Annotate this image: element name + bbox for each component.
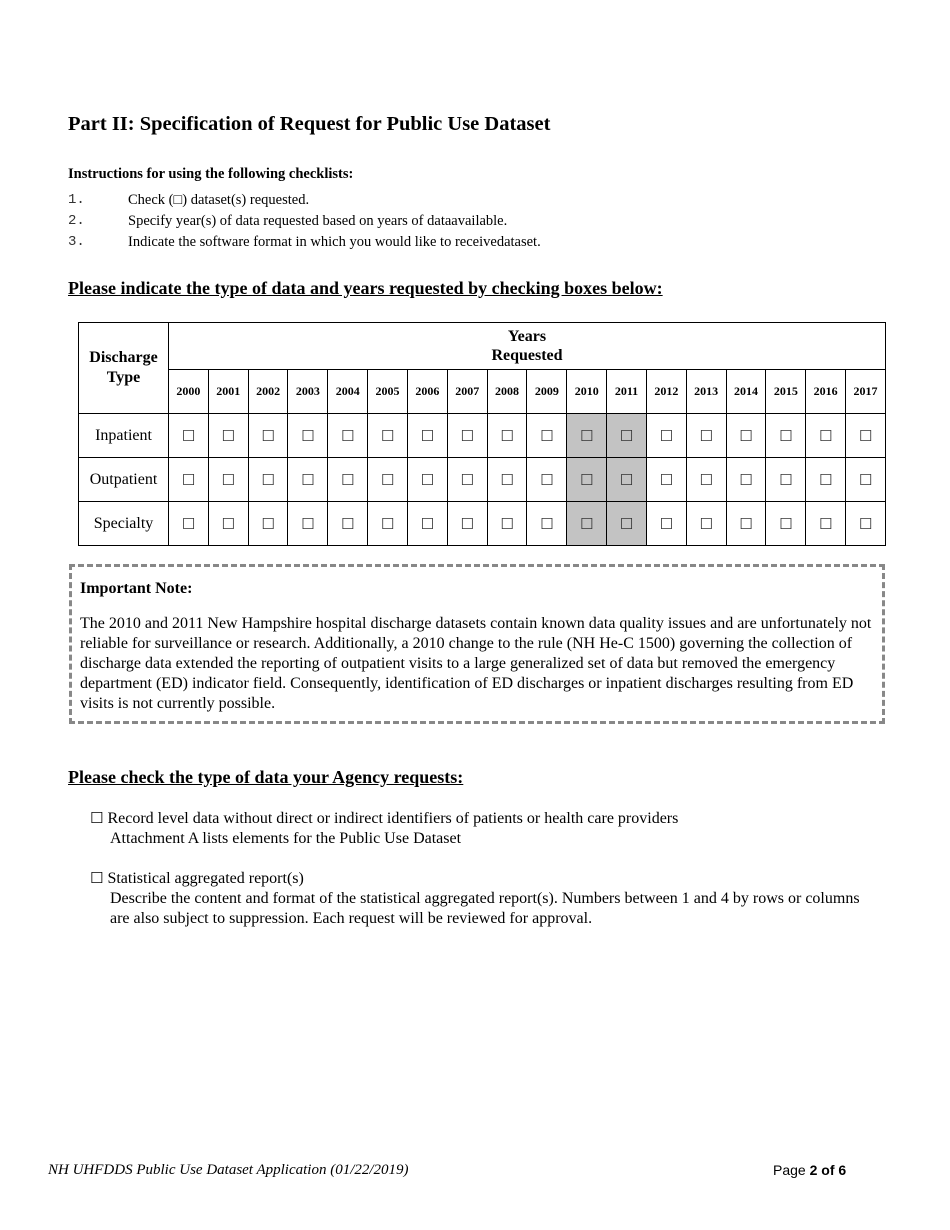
checkbox-inpatient-2011[interactable]: ☐ xyxy=(607,414,647,458)
record-level-checkbox[interactable]: ☐ xyxy=(90,809,104,827)
instruction-item xyxy=(68,192,541,213)
years-requested-table xyxy=(78,322,886,546)
year-header-2005: 2005 xyxy=(368,370,408,414)
checkbox-outpatient-2012[interactable]: ☐ xyxy=(646,458,686,502)
checkbox-specialty-2004[interactable]: ☐ xyxy=(328,502,368,546)
important-note-box xyxy=(69,564,885,724)
checkbox-specialty-2001[interactable]: ☐ xyxy=(208,502,248,546)
checkbox-inpatient-2014[interactable]: ☐ xyxy=(726,414,766,458)
instruction-number: 1. xyxy=(68,192,85,208)
aggregated-report-checkbox[interactable]: ☐ xyxy=(90,869,104,887)
year-header-2008: 2008 xyxy=(487,370,527,414)
years-requested-header xyxy=(169,323,886,370)
checkbox-inpatient-2012[interactable]: ☐ xyxy=(646,414,686,458)
year-header-2006: 2006 xyxy=(407,370,447,414)
year-header-2012: 2012 xyxy=(646,370,686,414)
checkbox-specialty-2010[interactable]: ☐ xyxy=(567,502,607,546)
important-note-heading: Important Note: xyxy=(80,580,193,597)
checkbox-inpatient-2001[interactable]: ☐ xyxy=(208,414,248,458)
checkbox-specialty-2017[interactable]: ☐ xyxy=(846,502,886,546)
important-note-text: The 2010 and 2011 New Hampshire hospital discharge datasets contain known data quality issues and are unfortunately not reliable for surveillance or research. Additionally, a 2010 change to the rule (NH He-C 1500) governing the collection of discharge data extended the reporting of outpatient visits to a large generalized set of data but removed the emergency department (ED) indicator field. Consequently, identification of ED discharges or inpatient discharges resulting from ED visits is not currently possible. xyxy=(80,615,872,712)
checkbox-specialty-2014[interactable]: ☐ xyxy=(726,502,766,546)
years-section-heading: Please indicate the type of data and years requested by checking boxes below: xyxy=(68,278,663,298)
checkbox-outpatient-2002[interactable]: ☐ xyxy=(248,458,288,502)
record-level-detail: Attachment A lists elements for the Public Use Dataset xyxy=(110,830,462,847)
checkbox-outpatient-2014[interactable]: ☐ xyxy=(726,458,766,502)
instruction-item xyxy=(68,213,541,234)
checkbox-specialty-2007[interactable]: ☐ xyxy=(447,502,487,546)
checkbox-inpatient-2015[interactable]: ☐ xyxy=(766,414,806,458)
page-title: Part II: Specification of Request for Public Use Dataset xyxy=(68,113,551,135)
checkbox-outpatient-2001[interactable]: ☐ xyxy=(208,458,248,502)
checkbox-specialty-2011[interactable]: ☐ xyxy=(607,502,647,546)
checkbox-inpatient-2004[interactable]: ☐ xyxy=(328,414,368,458)
year-header-2009: 2009 xyxy=(527,370,567,414)
checkbox-outpatient-2008[interactable]: ☐ xyxy=(487,458,527,502)
checkbox-inpatient-2013[interactable]: ☐ xyxy=(686,414,726,458)
checkbox-specialty-2000[interactable]: ☐ xyxy=(169,502,209,546)
record-level-option xyxy=(90,808,850,849)
checkbox-outpatient-2007[interactable]: ☐ xyxy=(447,458,487,502)
checkbox-inpatient-2003[interactable]: ☐ xyxy=(288,414,328,458)
checkbox-inpatient-2016[interactable]: ☐ xyxy=(806,414,846,458)
year-header-2013: 2013 xyxy=(686,370,726,414)
aggregated-report-detail: Describe the content and format of the statistical aggregated report(s). Numbers between 1 and 4 by rows or columns are also subject to suppression. Each request will be reviewed for approval. xyxy=(110,890,860,927)
checkbox-inpatient-2017[interactable]: ☐ xyxy=(846,414,886,458)
checkbox-specialty-2012[interactable]: ☐ xyxy=(646,502,686,546)
checkbox-specialty-2015[interactable]: ☐ xyxy=(766,502,806,546)
year-header-2017: 2017 xyxy=(846,370,886,414)
checkbox-outpatient-2006[interactable]: ☐ xyxy=(407,458,447,502)
checkbox-specialty-2005[interactable]: ☐ xyxy=(368,502,408,546)
checkbox-outpatient-2016[interactable]: ☐ xyxy=(806,458,846,502)
instruction-item xyxy=(68,234,541,255)
agency-section-heading: Please check the type of data your Agency requests: xyxy=(68,767,464,787)
checkbox-outpatient-2015[interactable]: ☐ xyxy=(766,458,806,502)
instruction-text: Specify year(s) of data requested based on years of dataavailable. xyxy=(128,213,508,229)
page-prefix: Page xyxy=(773,1162,810,1178)
aggregated-report-label: Statistical aggregated report(s) xyxy=(107,870,304,887)
discharge-type-label: Specialty xyxy=(79,502,169,546)
checkbox-outpatient-2017[interactable]: ☐ xyxy=(846,458,886,502)
instructions-heading: Instructions for using the following checklists: xyxy=(68,166,354,182)
year-header-2000: 2000 xyxy=(169,370,209,414)
checkbox-outpatient-2004[interactable]: ☐ xyxy=(328,458,368,502)
checkbox-specialty-2006[interactable]: ☐ xyxy=(407,502,447,546)
year-header-2004: 2004 xyxy=(328,370,368,414)
checkbox-inpatient-2005[interactable]: ☐ xyxy=(368,414,408,458)
instruction-number: 3. xyxy=(68,234,85,250)
checkbox-inpatient-2007[interactable]: ☐ xyxy=(447,414,487,458)
discharge-row-outpatient xyxy=(79,458,886,502)
year-header-2014: 2014 xyxy=(726,370,766,414)
year-header-2015: 2015 xyxy=(766,370,806,414)
checkbox-inpatient-2010[interactable]: ☐ xyxy=(567,414,607,458)
discharge-type-label: Outpatient xyxy=(79,458,169,502)
year-header-row xyxy=(79,370,886,414)
checkbox-outpatient-2009[interactable]: ☐ xyxy=(527,458,567,502)
year-header-2003: 2003 xyxy=(288,370,328,414)
record-level-label: Record level data without direct or indirect identifiers of patients or health care providers xyxy=(107,810,679,827)
instruction-text: Check (□) dataset(s) requested. xyxy=(128,192,310,208)
years-requested-label: Years Requested xyxy=(491,328,563,364)
checkbox-outpatient-2011[interactable]: ☐ xyxy=(607,458,647,502)
checkbox-inpatient-2000[interactable]: ☐ xyxy=(169,414,209,458)
checkbox-inpatient-2006[interactable]: ☐ xyxy=(407,414,447,458)
checkbox-specialty-2008[interactable]: ☐ xyxy=(487,502,527,546)
checkbox-inpatient-2009[interactable]: ☐ xyxy=(527,414,567,458)
checkbox-specialty-2003[interactable]: ☐ xyxy=(288,502,328,546)
instructions-list xyxy=(68,192,541,255)
page-count: 2 of 6 xyxy=(809,1162,847,1178)
discharge-type-header: Discharge Type xyxy=(79,323,169,414)
discharge-row-inpatient xyxy=(79,414,886,458)
instruction-text: Indicate the software format in which you would like to receivedataset. xyxy=(128,234,541,250)
checkbox-outpatient-2005[interactable]: ☐ xyxy=(368,458,408,502)
discharge-type-label: Inpatient xyxy=(79,414,169,458)
checkbox-outpatient-2003[interactable]: ☐ xyxy=(288,458,328,502)
year-header-2011: 2011 xyxy=(607,370,647,414)
checkbox-specialty-2013[interactable]: ☐ xyxy=(686,502,726,546)
checkbox-outpatient-2013[interactable]: ☐ xyxy=(686,458,726,502)
instruction-number: 2. xyxy=(68,213,85,229)
footer-document-title: NH UHFDDS Public Use Dataset Application (01/22/2019) xyxy=(48,1162,409,1178)
year-header-2007: 2007 xyxy=(447,370,487,414)
footer-page-number xyxy=(773,1162,846,1178)
checkbox-specialty-2016[interactable]: ☐ xyxy=(806,502,846,546)
checkbox-inpatient-2002[interactable]: ☐ xyxy=(248,414,288,458)
checkbox-inpatient-2008[interactable]: ☐ xyxy=(487,414,527,458)
aggregated-report-option xyxy=(90,868,870,929)
checkbox-outpatient-2000[interactable]: ☐ xyxy=(169,458,209,502)
year-header-2016: 2016 xyxy=(806,370,846,414)
checkbox-outpatient-2010[interactable]: ☐ xyxy=(567,458,607,502)
checkbox-specialty-2009[interactable]: ☐ xyxy=(527,502,567,546)
year-header-2002: 2002 xyxy=(248,370,288,414)
year-header-2001: 2001 xyxy=(208,370,248,414)
discharge-row-specialty xyxy=(79,502,886,546)
year-header-2010: 2010 xyxy=(567,370,607,414)
checkbox-specialty-2002[interactable]: ☐ xyxy=(248,502,288,546)
